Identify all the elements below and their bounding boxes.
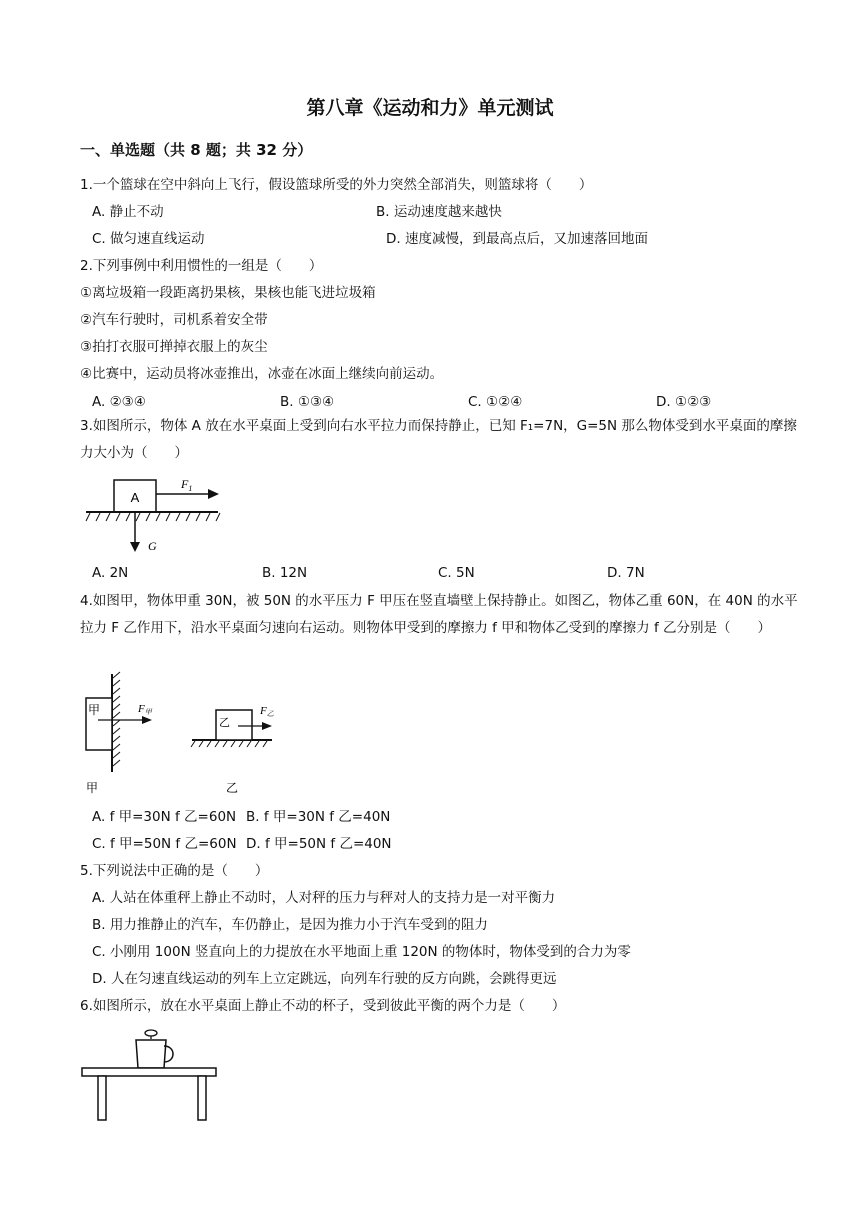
q4-fig-jia-label: 甲	[88, 703, 101, 717]
q3-option-d[interactable]: D. 7N	[607, 565, 645, 581]
q2-option-a[interactable]: A. ②③④	[92, 394, 146, 410]
q3-fig-box-label: A	[130, 490, 140, 505]
q4-caption-yi: 乙	[226, 781, 239, 795]
q2-item-1: ①离垃圾箱一段距离扔果核，果核也能飞进垃圾箱	[80, 285, 376, 301]
q2-option-d[interactable]: D. ①②③	[656, 394, 712, 410]
q4-figure	[80, 672, 300, 797]
q6-figure	[80, 1028, 220, 1124]
q4-option-b[interactable]: B. f 甲=30N f 乙=40N	[246, 809, 391, 825]
q6-stem: 6.如图所示，放在水平桌面上静止不动的杯子，受到彼此平衡的两个力是（ ）	[80, 998, 566, 1014]
q2-item-3: ③拍打衣服可掸掉衣服上的灰尘	[80, 339, 268, 355]
q3-option-a[interactable]: A. 2N	[92, 565, 129, 581]
q3-option-c[interactable]: C. 5N	[438, 565, 475, 581]
q1-option-b[interactable]: B. 运动速度越来越快	[376, 204, 502, 220]
q5-option-c[interactable]: C. 小刚用 100N 竖直向上的力提放在水平地面上重 120N 的物体时，物体受到的合力为零	[92, 944, 631, 960]
q1-option-d[interactable]: D. 速度减慢，到最高点后，又加速落回地面	[386, 231, 648, 247]
q3-option-b[interactable]: B. 12N	[262, 565, 308, 581]
q2-item-2: ②汽车行驶时，司机系着安全带	[80, 312, 268, 328]
q4-stem: 4.如图甲，物体甲重 30N，被 50N 的水平压力 F 甲压在竖直墙壁上保持静止。如图乙，物体乙重 60N，在 40N 的水平拉力 F 乙作用下，沿水平桌面匀速向右运动。则物体甲受到的摩擦力 f 甲和物体乙受到的摩擦力 f 乙分别是（ ）	[80, 593, 798, 636]
q5-option-a[interactable]: A. 人站在体重秤上静止不动时，人对秤的压力与秤对人的支持力是一对平衡力	[92, 890, 556, 906]
q1-stem: 1.一个篮球在空中斜向上飞行，假设篮球所受的外力突然全部消失，则篮球将（ ）	[80, 177, 593, 193]
q1-option-c[interactable]: C. 做匀速直线运动	[92, 231, 205, 247]
section-heading: 一、单选题（共 8 题；共 32 分）	[80, 141, 313, 159]
q4-option-d[interactable]: D. f 甲=50N f 乙=40N	[246, 836, 392, 852]
page-title: 第八章《运动和力》单元测试	[306, 97, 554, 119]
q2-option-c[interactable]: C. ①②④	[468, 394, 523, 410]
q3-fig-f-label: $F_1$	[181, 477, 193, 493]
q4-fig-yi-label: 乙	[219, 716, 230, 729]
q4-caption-jia: 甲	[86, 781, 99, 795]
q3-stem: 3.如图所示，物体 A 放在水平桌面上受到向右水平拉力而保持静止，已知 F₁=7N，G=5N 那么物体受到水平桌面的摩擦力大小为（ ）	[80, 418, 797, 461]
q4-fig-fjia-label: F甲	[138, 703, 152, 716]
q2-item-4: ④比赛中，运动员将冰壶推出，冰壶在冰面上继续向前运动。	[80, 366, 444, 382]
q3-fig-g-label: G	[148, 539, 157, 553]
q4-option-a[interactable]: A. f 甲=30N f 乙=60N	[92, 809, 237, 825]
q3-figure	[86, 472, 226, 562]
q5-option-d[interactable]: D. 人在匀速直线运动的列车上立定跳远，向列车行驶的反方向跳，会跳得更远	[92, 971, 557, 987]
q5-stem: 5.下列说法中正确的是（ ）	[80, 863, 269, 879]
q4-fig-fyi-label: F乙	[260, 705, 274, 718]
q5-option-b[interactable]: B. 用力推静止的汽车，车仍静止，是因为推力小于汽车受到的阻力	[92, 917, 488, 933]
q2-stem: 2.下列事例中利用惯性的一组是（ ）	[80, 258, 323, 274]
q1-option-a[interactable]: A. 静止不动	[92, 204, 164, 220]
q4-option-c[interactable]: C. f 甲=50N f 乙=60N	[92, 836, 237, 852]
q2-option-b[interactable]: B. ①③④	[280, 394, 335, 410]
